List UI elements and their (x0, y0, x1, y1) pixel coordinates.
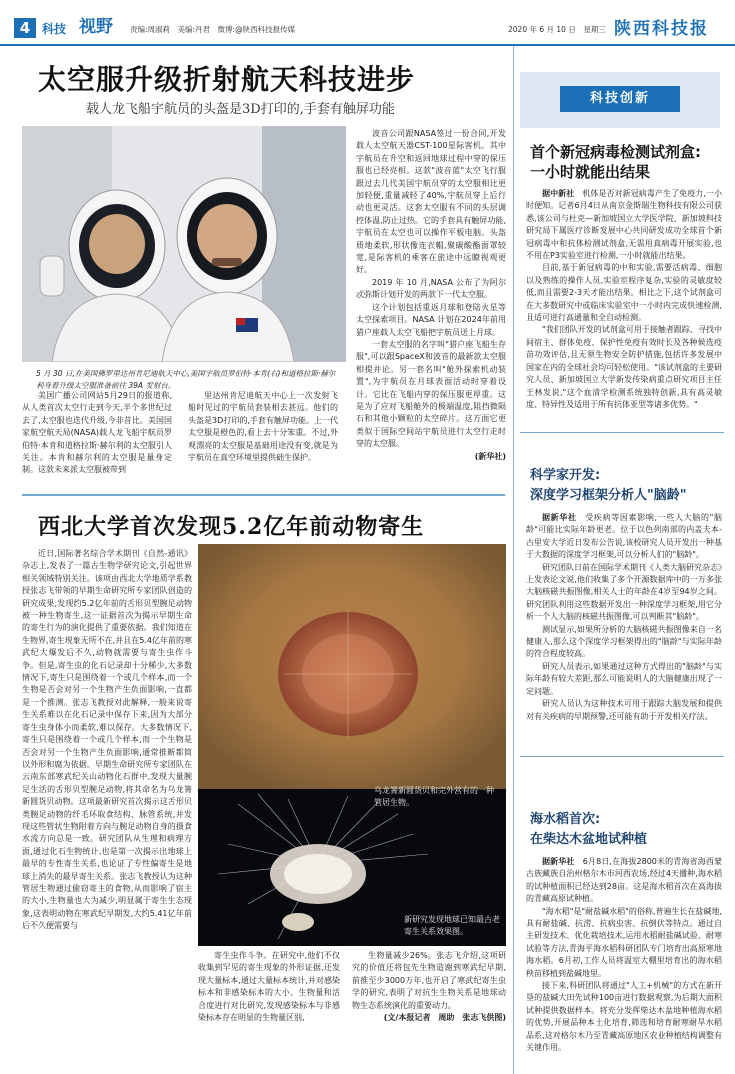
news2-title-line2: 深度学习框架分析人"脑龄" (530, 488, 687, 503)
news2-lead: 据新华社 (542, 513, 577, 522)
news2-paragraph: 研究人员认为这种技术可用于跟踪大脑发展和提供对有关疾病的早期预警,还可能有助于开发相关疗法。 (526, 699, 722, 721)
article2-credit: (文/本报记者 周助 张志飞供图) (383, 1013, 506, 1023)
article2-title: 西北大学首次发现5.2亿年前动物寄生 (38, 514, 425, 540)
news1-title (530, 142, 720, 182)
news1-text: 机体是否对新冠病毒产生了免疫力,一小时便知。记者6月4日从南京金斯瑞生物科技有限公司获悉,该公司与杜克—新加坡国立大学医学院、新加坡科技研究局下属医疗诊断发展中心共同研发成功全球首个新冠病毒中和抗体检测试剂盒,无需用真病毒开展实验,也不用在P3实验室进行检测,一小时就能出结果。 (526, 189, 723, 261)
fossil-illustration (198, 544, 506, 946)
fossil-caption-1: 乌龙箐新圆货贝和完外营有的一种管居生物。 (374, 786, 494, 807)
fossil-caption-2: 新研究发现地球已知最古老寄生关系效果图。 (404, 915, 500, 936)
article1-column-2 (188, 390, 338, 464)
article2-paragraph: 生物量减少26%。张志飞介绍,这项研究的价值还将包先生物造谢到寒武纪早期,前推至少3000万年,也开启了寒武纪寄生虫学的研究,表明了对抗生生物关系是地球动物生态系统演化的重要动力。 (352, 951, 506, 1010)
news3-title (530, 810, 720, 850)
news1-title-line1: 首个新冠病毒检测试剂盒: (530, 143, 701, 161)
issue-date: 2020 年 6 月 10 日 星期三 (508, 25, 606, 34)
article1-column-1 (22, 390, 172, 477)
sidebar-divider (513, 46, 514, 1074)
news3-body (526, 856, 722, 1055)
editor-credits: 责编:周淑莉 美编:丹君 微博:@陕西科技报传媒 (130, 25, 296, 34)
section-label: 科技 (42, 22, 67, 36)
article1-paragraph: 里达州肯尼迪航天中心上一次发射飞船时见过的宇航员套装相去甚远。他们的头盔是3D打印的,手套有触屏功能。上一代太空服是橙色的,看上去十分笨重。不过,外观漂亮的太空服是基础用途没有变,就是为宇航员在真空环境里提供础生保护。 (188, 391, 338, 463)
article1-title: 太空服升级折射航天科技进步 (38, 63, 416, 96)
sidebar-rule (520, 432, 724, 433)
news2-paragraph (526, 512, 722, 562)
news3-paragraph: 接下来,科研团队将通过"人工+机械"的方式在新开垦的盐碱大田先试种100亩进行数据观察,为后期大面积试种提供数据样本。将充分发挥柴达木盆地种植海水稻的优势,开展品种本土化培育,筛选和培育耐寒耐旱水稻品系,这对格尔木乃至青藏高原地区农业种植结构调整有关键作用。 (526, 981, 722, 1053)
news3-text: 6月8日,在海拔2800米的青海省海西蒙古族藏族自治州格尔木市河西农场,经过4天播种,海水稻的试种植面积已经达到28亩。这是海水稻首次在高海拔的青藏高原试种植。 (526, 857, 722, 904)
article-divider (22, 494, 505, 496)
page-number: 4 (14, 18, 36, 38)
article2-column-1 (22, 548, 192, 933)
article1-paragraph: 美国广播公司网站5月29日的报道称,从人类首次太空行走到今天,半个多世纪过去了,太空服也迭代升级,今非昔比。美国国家航空航天局(NASA)载人龙飞船宇航员罗伯特·本肯和道格拉斯·赫尔利的太空服引人关注。本肯和赫尔利的太空服是量身定制。这款未来派太空服被带到 (22, 391, 172, 475)
article1-paragraph: 这个计划包括重返月球和登陆火星等太空探索项目。NASA 计划在2024年前用猎户座载人太空飞船把宇航员送上月球。 (356, 302, 506, 337)
sidebar-rule (520, 756, 724, 757)
article2-paragraph: 寄生虫作斗争。在研究中,他们不仅收集到罕见的寄生现象的外形证据,还发现大量标本,通过大量标本统计,并对感染标本和非感染标本的大小、生物量和活合度进行对比研究,发现感染标本与非感染标本存在明显的生物量区别, (198, 951, 340, 1023)
article1-paragraph: 2019 年 10 月,NASA 公布了为阿尔忒弥斯计划开发的两款下一代太空服。 (356, 277, 506, 300)
article2-paragraph: 近日,国际著名综合学术期刊《自然-通讯》杂志上,发表了一篇古生物学研究论文,引起世界相关领域特别关注。该项由西北大学地质学系教授张志飞带领的早期生命研究所专家团队创造的研究成果,发现约5.2亿年前的舌形贝型腕足动物被一种生物寄生,这一证据首次为揭示早期生命的寄生行为的演化提供了重要依据。我们知道在生物界,寄生现象无所不在,并且在5.4亿年前的寒武纪大爆发后不久,动物就需要与寄生虫作斗争。但是,寄生虫的化石记录却十分稀少,大多数情况下,寄生只是围绕着一个或几个样本,而一个生物是否会对另一个生物产生负面影响,一直都是一个推测。张志飞教授对此解释,一般来说寄生关系难以在化石记录中保存下来,因为大部分寄生虫身体小而柔软,难以保存。大多数情况下,寄生只是围绕着一个或几个样本,而一个生物是否会对另一个生物产生负面影响,通常推断都简以外形和腐为依据。早期生命研究所专家团队在云南东部寒武纪关山动物化石群中,发现大量腕足生活的舌形贝型腕足动物,将其命名为乌龙箐新圆货贝动物。这项最新研究首次揭示这舌形贝类腕足动物的纤毛环取食结构、脉管系统,并发现这些管状生物附着方向与腕足动物自身的摄食水流方向总是一致。研究团队从生理和病理方面,通过化石生物统计,也是第一次揭示出地球上最早的专性寄生关系,也论证了专性偏寄生是地球上消失的最早寄生关系。张志飞教授认为这种管居生物通过偷窃寄主的食物,从而影响了宿主的大小,生物量也大为减少,明显属于寄生生态现象,这表明动物在寒武纪早期发,大约5.41亿年前后不久便需要与 (22, 549, 192, 931)
news3-title-line2: 在柴达木盆地试种植 (530, 832, 648, 847)
news3-paragraph: "海水稻"是"耐盐碱水稻"的俗称,普遍生长在盐碱地,具有耐盐碱、抗涝、抗病虫害、抗倒伏等特点。通过自主研发技术、优化栽培技术,运用水稻耐盐碱试验、耐寒试验等方法,青海平海水稻科研团队专门培育出高原寒地海水稻。6月初,工作人员将温室大棚里培育出的海水稻秧苗移植到盐碱地里。 (526, 906, 722, 978)
news3-lead: 据新华社 (542, 857, 575, 866)
sidebar-section-title: 科技创新 (560, 86, 680, 112)
news2-paragraph: 研究人员表示,如果通过这种方式得出的"脑龄"与实际年龄有较大差距,那么可能说明人的大脑健康出现了一定问题。 (526, 661, 722, 696)
news1-paragraph: 目前,基于新冠病毒的中和实验,需要活病毒、细胞以及熟练的操作人员,实验室程序复杂,实验的灵敏度较低,而且需要2-3天才能出结果。相比之下,这个试剂盒可在大多数研究中或临床实验室中一小时内完成快速检测,且适可进行高通量和全自动检测。 (526, 263, 722, 323)
article2-column-3 (352, 950, 506, 1024)
section-label-large: 视野 (79, 17, 113, 37)
article1-paragraph: 波音公司跟NASA签过一份合同,开发载人太空航天器CST-100星际客机。其中宇航员在升空和返回地球过程中穿的保压服也已经亮相。这款"波音蓝"太空飞行服跟过去几代美国宇航员穿的太空服相比更加轻便,重量减轻了40%,宇航员穿上后行动也更灵活。这套太空服有不同的头层调控体温,防止过热。它的手套具有触屏功能,宇航员在太空也可以操作平板电脑。头盔质地柔软,形状像连衣帽,聚碳酸酯面罩较宽,是际客机的乘客在旅途中远瞭视观更好。 (356, 129, 506, 275)
astronauts-illustration (22, 126, 346, 362)
news2-paragraph: 研究团队日前在国际学术期刊《人类大脑研究杂志》上发表论文说,他们收集了多个开源数据库中的一万多张大脑核磁共振图像,相关人士的年龄在4岁至94岁之间。研究团队利用这些数据开发出一种深度学习框架,用它分析一个人大脑的核磁共振图像,可以判断其"脑龄"。 (526, 562, 722, 622)
news2-title-line1: 科学家开发: (530, 468, 601, 483)
article1-subtitle: 载人龙飞船宇航员的头盔是3D打印的,手套有触屏功能 (86, 102, 395, 117)
news1-paragraph: "我们团队开发的试剂盒可用于接触者跟踪、寻找中间宿主、群体免疫、保护性免疫有效时长及各种候选疫苗功效评估,且无须生物安全防护措施,包括许多发展中国家在内的全球社会均可轻松使用。"该试剂盒的主要研究人员、新加坡国立大学新发传染病重点研究项目主任王林发说,"这个血清学检测系统独特创新,具有高灵敏度、特异性及适用于所有抗体亚型等诸多优势。" (526, 325, 722, 409)
news1-paragraph (526, 188, 722, 262)
news1-lead: 据中新社 (542, 189, 575, 198)
news1-body (526, 188, 722, 411)
news3-paragraph (526, 856, 722, 906)
news2-text: 受疾病等因素影响,一些人大脑的"脑龄"可能比实际年龄更老。位于以色列南部的内盖夫本-古里安大学近日发布公告说,该校研究人员开发出一种基于大数据的深度学习框架,可以分析人们的"脑龄"。 (526, 513, 722, 560)
news3-title-line1: 海水稻首次: (530, 812, 601, 827)
news2-paragraph: 测试显示,如果所分析的大脑核磁共振图像来自一名健康人,那么这个深度学习框架得出的"脑龄"与实际年龄的符合程度较高。 (526, 624, 722, 659)
news2-title (530, 466, 720, 506)
article1-paragraph: 一套太空服的名字叫"猎户座飞船生存服",可以跟SpaceX和波音的最新款太空服相提并论。另一套名叫"舱外探索机动装置",为宇航员在月球表面活动时穿着设计。它比在飞船内穿的保压服更厚重。这是为了应对飞船舱外的极端温度,阻挡微陨石和其他小颗粒的太空碎片。这方面它更类似于国际空间站宇航员进行太空行走时穿的太空服。 (356, 339, 506, 449)
article2-column-2 (198, 950, 340, 1024)
article1-column-3 (356, 128, 506, 463)
fossil-photo (198, 544, 506, 946)
article1-credit: (新华社) (474, 451, 506, 461)
astronauts-photo (22, 126, 346, 362)
article1-photo-caption: 5 月 30 日,在美国佛罗里达州肯尼迪航天中心,美国宇航员罗伯特·本肯(右)和道格拉斯·赫尔利身着升级太空服准备前往 39A 发射台。 (36, 369, 336, 390)
news1-title-line2: 一小时就能出结果 (530, 163, 651, 181)
newspaper-logo: 陕西科技报 (614, 19, 709, 39)
news2-body (526, 512, 722, 723)
